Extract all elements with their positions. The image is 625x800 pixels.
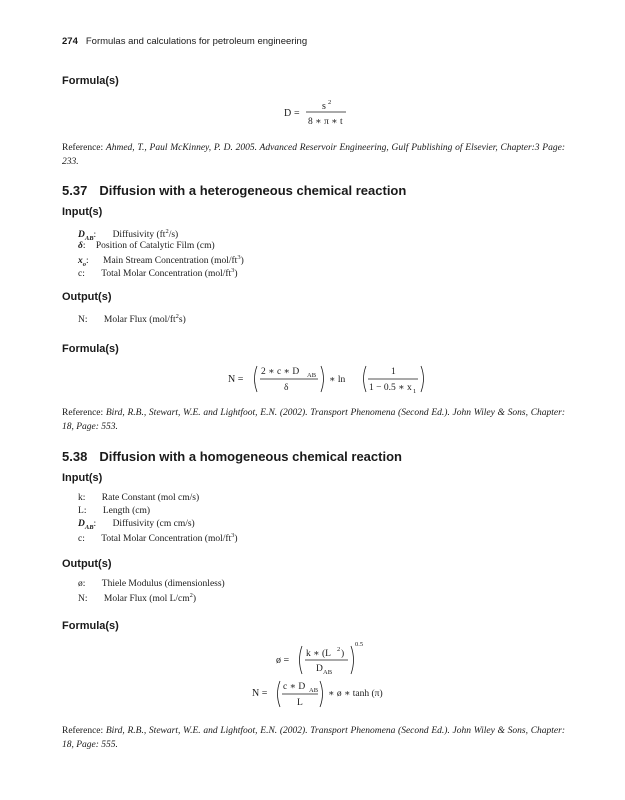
input-tail: /s)	[168, 230, 179, 241]
input-colon: :	[82, 269, 85, 280]
formula-eq: =	[294, 108, 300, 119]
formula-num1-sub: AB	[307, 372, 317, 379]
input-sym: k	[78, 493, 83, 503]
input-sym: c	[78, 269, 83, 280]
input-row	[78, 228, 178, 242]
inputs-heading: Input(s)	[62, 206, 103, 218]
formula-heading: Formula(s)	[62, 343, 119, 355]
paren-right	[320, 681, 323, 707]
formula-num-sub: AB	[309, 687, 319, 694]
formula-537-svg	[228, 360, 428, 398]
formula-den2: 1 − 0.5 ∗ x	[369, 383, 412, 393]
formula-num: k ∗ (L	[306, 649, 331, 659]
paren-left	[364, 366, 367, 392]
formula-den-sub: AB	[323, 669, 333, 676]
formula-den: L	[297, 698, 303, 708]
input-tail: )	[234, 269, 238, 280]
output-desc: Thiele Modulus (dimensionless)	[101, 579, 225, 589]
input-row	[78, 241, 215, 251]
formula-num2: 1	[391, 367, 396, 377]
input-desc: Diffusivity (ft	[112, 230, 166, 241]
output-desc: Molar Flux (mol/ft	[103, 315, 176, 326]
output-exp: 2	[175, 313, 179, 320]
input-colon: :	[86, 256, 89, 267]
input-sym: c	[78, 534, 83, 545]
input-desc: Total Molar Concentration (mol/ft	[101, 269, 232, 280]
paren-right	[421, 366, 424, 392]
output-desc: Molar Flux (mol L/cm	[103, 594, 190, 605]
formula-538a-svg	[276, 640, 366, 680]
input-colon: :	[93, 519, 97, 529]
input-desc: Length (cm)	[102, 506, 151, 516]
formula-den2-sub: 1	[413, 388, 417, 395]
input-colon: :	[82, 534, 85, 545]
input-exp: 3	[237, 254, 241, 261]
input-sym: x	[78, 256, 83, 267]
output-sym: N	[78, 594, 85, 605]
section-title-text: Diffusion with a homogeneous chemical reaction	[99, 449, 402, 464]
formula-num-exp: 2	[337, 646, 341, 653]
input-tail: )	[240, 256, 244, 267]
input-row	[78, 506, 150, 516]
output-sym: N	[78, 315, 85, 326]
reference-text: Ahmed, T., Paul McKinney, P. D. 2005. Advanced Reservoir Engineering, Gulf Publishing of Elsevier, Chapter:3 Page: 233.	[62, 143, 565, 167]
formula-heading: Formula(s)	[62, 75, 119, 87]
reference-label: Reference:	[62, 726, 104, 736]
input-row	[78, 493, 199, 503]
output-row	[78, 313, 186, 325]
formula-den: D	[316, 664, 323, 674]
input-row	[78, 254, 244, 268]
running-title: Formulas and calculations for petroleum engineering	[85, 36, 308, 47]
paren-left	[278, 681, 281, 707]
section-title-text: Diffusion with a heterogeneous chemical reaction	[99, 183, 407, 198]
input-exp: 2	[165, 228, 169, 235]
formula-den1: δ	[284, 383, 289, 393]
input-desc: Total Molar Concentration (mol/ft	[101, 534, 232, 545]
input-sym: L	[78, 506, 84, 516]
input-exp: 3	[231, 532, 235, 539]
formula-num1: 2 ∗ c ∗ D	[261, 367, 300, 377]
formula-lhs: N =	[252, 688, 268, 699]
outputs-heading: Output(s)	[62, 291, 112, 303]
output-exp: 2	[189, 592, 193, 599]
reference-537	[62, 407, 565, 434]
output-row	[78, 579, 225, 589]
input-sym: D	[78, 519, 85, 529]
paren-right	[321, 366, 324, 392]
input-colon: :	[93, 230, 97, 241]
reference-label: Reference:	[62, 143, 104, 153]
section-number: 5.38	[62, 449, 88, 464]
formula-numerator: s	[322, 101, 326, 112]
input-exp: 3	[231, 267, 235, 274]
input-colon: :	[82, 241, 86, 251]
formula-diffusivity-svg	[282, 98, 372, 132]
formula-lhs: ø =	[276, 655, 290, 666]
section-title-538	[62, 449, 402, 464]
formula-diffusivity	[282, 98, 372, 135]
input-sym: δ	[78, 241, 83, 251]
paren-left	[300, 646, 303, 674]
formula-lhs: D	[284, 108, 292, 119]
formula-538b-svg	[252, 676, 392, 714]
input-desc: Position of Catalytic Film (cm)	[95, 241, 215, 251]
output-tail: )	[192, 594, 197, 605]
input-colon: :	[83, 506, 87, 516]
input-desc: Diffusivity (cm cm/s)	[112, 519, 195, 529]
input-tail: )	[234, 534, 238, 545]
input-row	[78, 267, 238, 279]
outputs-heading: Output(s)	[62, 558, 112, 570]
running-header	[62, 36, 307, 47]
formula-mid: ∗ ln	[329, 375, 346, 385]
formula-numerator-exp: 2	[328, 99, 332, 106]
input-row	[78, 532, 238, 544]
input-row	[78, 519, 195, 531]
formula-power: 0.5	[355, 641, 364, 648]
formula-molar-flux-homogeneous	[252, 676, 392, 717]
formula-num-close: )	[341, 649, 345, 659]
output-sym: ø	[78, 579, 83, 589]
formula-lhs: N =	[228, 374, 244, 385]
input-sym: D	[78, 230, 85, 241]
output-colon: :	[84, 315, 88, 326]
page-number: 274	[62, 36, 78, 47]
section-title-537	[62, 183, 406, 198]
formula-denominator: 8 ∗ π ∗ t	[308, 117, 343, 127]
inputs-heading: Input(s)	[62, 472, 103, 484]
input-sub: AB	[84, 235, 94, 243]
section-number: 5.37	[62, 183, 88, 198]
input-desc: Rate Constant (mol cm/s)	[101, 493, 200, 503]
input-colon: :	[82, 493, 86, 503]
input-sub: o	[82, 261, 86, 269]
reference-538	[62, 725, 565, 752]
reference-text: Bird, R.B., Stewart, W.E. and Lightfoot, E.N. (2002). Transport Phenomena (Second Ed.). John Wiley & Sons, Chapter: 18, Page: 553.	[62, 408, 565, 432]
reference-top	[62, 142, 565, 169]
formula-molar-flux-heterogeneous	[228, 360, 428, 401]
formula-heading: Formula(s)	[62, 620, 119, 632]
formula-num: c ∗ D	[283, 682, 306, 692]
output-tail: s)	[178, 315, 186, 326]
output-colon: :	[82, 579, 86, 589]
input-desc: Main Stream Concentration (mol/ft	[103, 256, 238, 267]
output-colon: :	[84, 594, 88, 605]
reference-text: Bird, R.B., Stewart, W.E. and Lightfoot, E.N. (2002). Transport Phenomena (Second Ed.). John Wiley & Sons, Chapter: 18, Page: 555.	[62, 726, 565, 750]
output-row	[78, 592, 196, 604]
paren-left	[255, 366, 258, 392]
paren-right	[351, 646, 354, 674]
formula-tail: ∗ ø ∗ tanh (π)	[328, 689, 383, 699]
reference-label: Reference:	[62, 408, 104, 418]
input-sub: AB	[84, 523, 94, 531]
